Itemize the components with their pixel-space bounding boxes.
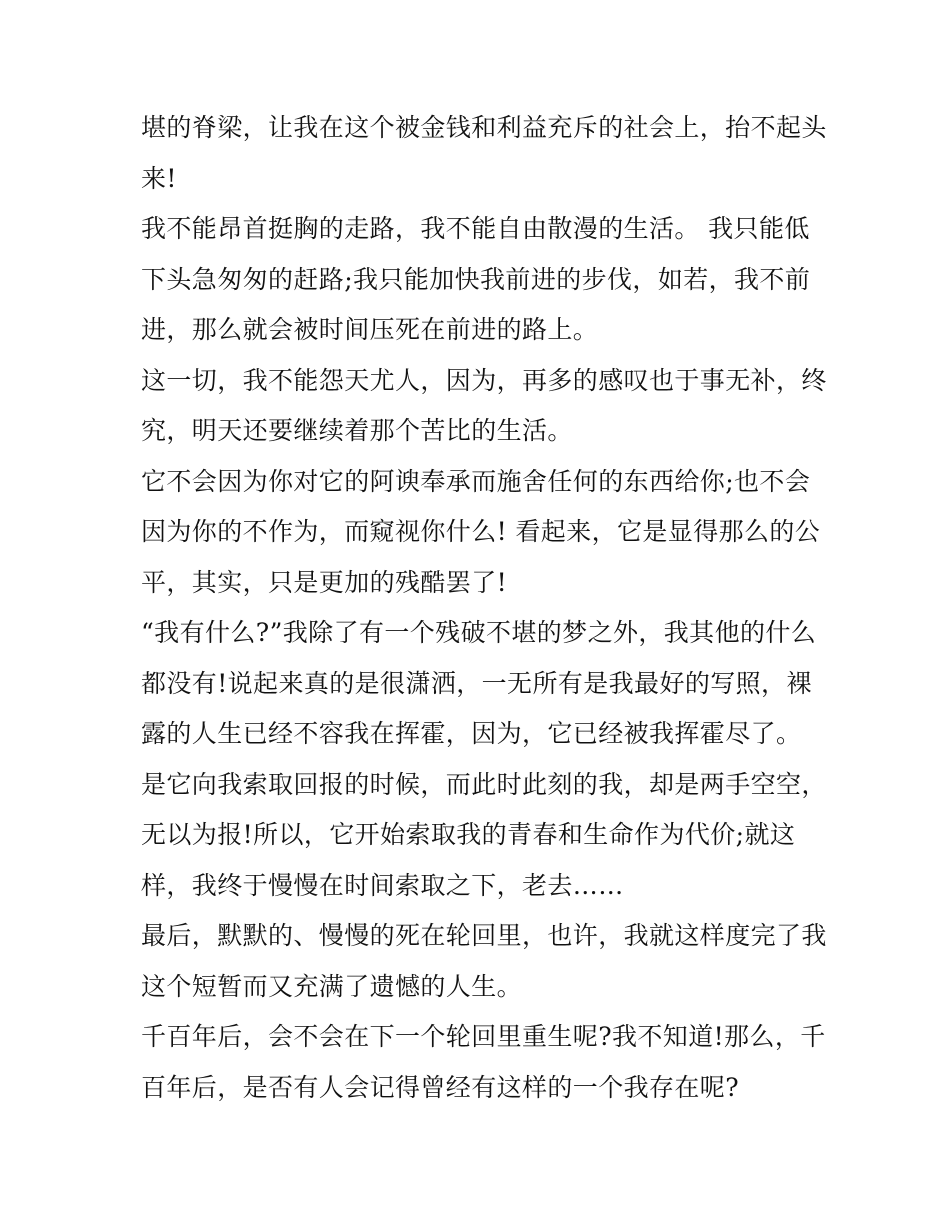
text-line: 这一切，我不能怨天尤人，因为，再多的感叹也于事无补，终 (141, 365, 827, 395)
text-line: 无以为报!所以，它开始索取我的青春和生命作为代价;就这 (141, 820, 796, 849)
text-line: 这个短暂而又充满了遗憾的人生。 (141, 971, 523, 1001)
text-line: 究，明天还要继续着那个苦比的生活。 (141, 416, 573, 445)
text-line: 最后，默默的、慢慢的死在轮回里，也许，我就这样度完了我 (141, 921, 827, 950)
text-line: 露的人生已经不容我在挥霍，因为，它已经被我挥霍尽了。 (141, 719, 802, 748)
text-line: 都没有!说起来真的是很潇洒，一无所有是我最好的写照，裸 (141, 668, 812, 698)
text-line: “我有什么?”我除了有一个残破不堪的梦之外，我其他的什么 (141, 618, 817, 647)
document-body (141, 103, 827, 1113)
text-line: 样，我终于慢慢在时间索取之下，老去…… (141, 870, 624, 900)
text-line: 百年后，是否有人会记得曾经有这样的一个我存在呢? (141, 1072, 740, 1102)
text-line: 它不会因为你对它的阿谀奉承而施舍任何的东西给你;也不会 (141, 466, 811, 496)
text-line: 因为你的不作为，而窥视你什么! 看起来，它是显得那么的公 (141, 517, 821, 546)
text-line: 堪的脊梁，让我在这个被金钱和利益充斥的社会上，抬不起头 (141, 113, 827, 142)
text-line: 进，那么就会被时间压死在前进的路上。 (141, 315, 599, 344)
text-line: 是它向我索取回报的时候，而此时此刻的我，却是两手空空， (141, 769, 827, 799)
text-line: 我不能昂首挺胸的走路，我不能自由散漫的生活。 我只能低 (141, 214, 810, 243)
text-line: 下头急匆匆的赶路;我只能加快我前进的步伐，如若，我不前 (141, 264, 811, 294)
text-line: 千百年后，会不会在下一个轮回里重生呢?我不知道!那么，千 (141, 1022, 826, 1051)
text-line: 平，其实，只是更加的残酷罢了! (141, 567, 508, 597)
text-line: 来! (141, 163, 177, 193)
